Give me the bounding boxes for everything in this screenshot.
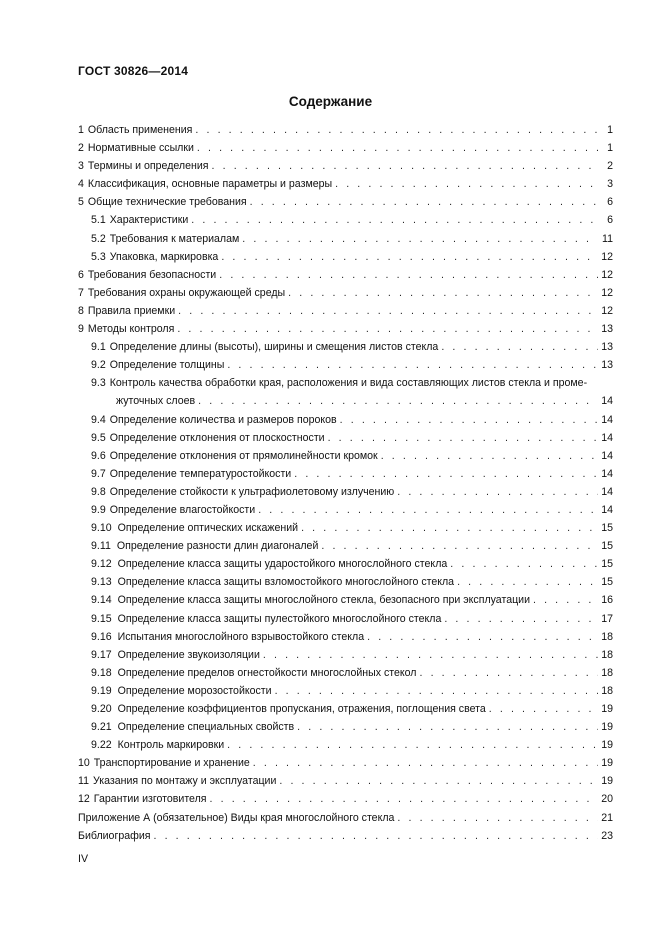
toc-entry-number: 9.6 [91,449,106,462]
toc-entry[interactable] [78,519,613,537]
toc-entry-number: 9.4 [91,413,106,426]
toc-leader-dots [198,392,598,410]
toc-entry-page: 12 [601,250,613,263]
toc-entry-number: 1 [78,124,84,136]
toc-entry-page: 19 [601,775,613,788]
toc-entry-page: 13 [601,359,613,372]
toc-entry-page: 18 [601,684,613,697]
toc-leader-dots [258,501,598,519]
toc-entry-page: 15 [601,522,613,535]
toc-entry-number: 9.19 [91,684,112,697]
toc-leader-dots [297,718,598,736]
toc-entry-title: Определение разности длин диагоналей [116,540,319,553]
toc-entry[interactable] [78,646,613,664]
toc-entry-number: 9.14 [91,594,112,607]
toc-entry-title: Область применения [87,124,193,136]
toc-entry-number: 2 [78,142,84,155]
toc-entry[interactable] [78,465,613,483]
toc-entry-page: 18 [601,648,613,661]
toc-entry-page: 12 [601,304,613,317]
toc-leader-dots [221,248,598,266]
toc-leader-dots [457,573,598,591]
toc-entry[interactable] [78,121,613,139]
toc-entry-page: 14 [601,485,613,498]
toc-entry-title: Определение количества и размеров пороков [109,413,337,426]
toc-entry-number: 9.13 [91,576,112,589]
toc-entry-title: Библиография [78,829,151,842]
toc-entry-page: 6 [607,196,613,209]
toc-entry-page: 14 [601,413,613,426]
toc-entry-page: 1 [607,124,613,136]
toc-entry-number: 3 [78,160,84,173]
toc-entry-number: 9.17 [91,648,112,661]
toc-entry-number: 9 [78,323,84,336]
toc-leader-dots [153,827,598,845]
toc-entry-page: 21 [601,811,613,824]
toc-entry-title: Определение класса защиты ударостойкого многослойного стекла [117,558,448,571]
toc-entry[interactable] [78,573,613,591]
toc-entry-title: Правила приемки [87,304,176,317]
toc-leader-dots [219,266,598,284]
toc-entry-number: 9.2 [91,359,106,372]
toc-entry-page: 14 [601,503,613,516]
document-code: ГОСТ 30826—2014 [78,64,189,78]
toc-entry-page: 3 [607,178,613,191]
toc-entry-title: Определение класса защиты пулестойкого многослойного стекла [117,612,442,625]
toc-leader-dots [294,465,598,483]
toc-entry-number: 9.1 [91,341,106,354]
toc-entry-page: 13 [601,323,613,336]
toc-leader-dots [195,121,598,139]
toc-leader-dots [250,193,598,211]
toc-entry-title: Упаковка, маркировка [109,250,219,263]
toc-entry[interactable] [78,772,613,790]
toc-leader-dots [321,537,598,555]
toc-entry-page: 12 [601,268,613,281]
toc-entry-number: 9.16 [91,630,112,643]
toc-entry-number: 9.21 [91,721,112,734]
toc-entry-page: 18 [601,666,613,679]
toc-entry[interactable] [78,754,613,772]
toc-entry-page: 23 [601,829,613,842]
toc-entry[interactable] [78,555,613,573]
toc-entry-page: 1 [607,142,613,155]
toc-leader-dots [381,447,598,465]
toc-entry[interactable] [78,700,613,718]
toc-entry[interactable] [78,483,613,501]
toc-leader-dots [397,483,598,501]
toc-entry-title: Определение толщины [109,359,225,372]
toc-entry-number: 9.22 [91,739,112,752]
toc-entry-number: 9.3 [91,377,106,390]
toc-entry[interactable] [78,374,613,410]
toc-entry-number: 5 [78,196,84,209]
toc-entry-title: Классификация, основные параметры и размеры [87,178,333,191]
toc-entry[interactable] [78,248,613,266]
toc-entry-title: Термины и определения [87,160,209,173]
toc-leader-dots [263,646,598,664]
toc-entry-title: Контроль маркировки [117,739,225,752]
toc-leader-dots [441,338,598,356]
toc-entry[interactable] [78,682,613,700]
toc-entry-page: 14 [601,449,613,462]
toc-leader-dots [328,429,598,447]
toc-entry[interactable] [78,411,613,429]
toc-entry-title: Определение длины (высоты), ширины и смещения листов стекла [109,341,439,354]
toc-entry-title: Определение отклонения от прямолинейности кромок [109,449,378,462]
toc-entry-number: 7 [78,286,84,299]
toc-entry-title: Определение морозостойкости [117,684,272,697]
toc-entry[interactable] [78,718,613,736]
toc-entry-title: Указания по монтажу и эксплуатации [93,775,277,788]
toc-entry-number: 10 [78,757,90,770]
toc-leader-dots [210,790,598,808]
toc-entry[interactable] [78,139,613,157]
toc-entry[interactable] [78,501,613,519]
toc-leader-dots [177,320,598,338]
toc-leader-dots [444,610,598,628]
toc-leader-dots [279,772,598,790]
toc-entry-title: Определение специальных свойств [117,721,295,734]
toc-entry-title: Транспортирование и хранение [93,757,250,770]
toc-entry-number: 11 [78,775,89,788]
toc-entry[interactable] [78,790,613,808]
toc-entry-number: 9.7 [91,467,106,480]
toc-leader-dots [227,736,598,754]
toc-entry-line [91,374,613,392]
toc-entry-page: 14 [601,431,613,444]
toc-entry-title: Определение оптических искажений [117,522,299,535]
toc-leader-dots [340,411,598,429]
toc-entry[interactable] [78,591,613,609]
toc-leader-dots [420,664,599,682]
toc-entry-page: 15 [601,576,613,589]
toc-leader-dots [253,754,598,772]
toc-entry-title: Общие технические требования [87,196,247,209]
toc-entry-title: Определение класса защиты многослойного стекла, безопасного при эксплуатации [117,594,530,607]
toc-entry-number: 5.1 [91,214,106,227]
toc-entry[interactable] [78,302,613,320]
toc-leader-dots [197,139,598,157]
toc-leader-dots [533,591,598,609]
toc-entry-page: 19 [601,739,613,752]
toc-entry-title: Определение пределов огнестойкости многослойных стекол [117,666,417,679]
toc-entry-title: Определение отклонения от плоскостности [109,431,325,444]
toc-entry-page: 15 [601,540,613,553]
toc-entry-page: 6 [607,214,613,227]
toc-entry-number: 6 [78,268,84,281]
toc-leader-dots [227,356,598,374]
toc-entry[interactable] [78,610,613,628]
toc-entry[interactable] [78,157,613,175]
toc-leader-dots [367,628,598,646]
toc-entry-line [91,392,613,410]
toc-entry-page: 16 [601,594,613,607]
toc-entry-page: 19 [601,703,613,715]
page-title: Содержание [288,94,373,109]
toc-entry-number: 9.18 [91,666,112,679]
toc-leader-dots [242,230,598,248]
toc-leader-dots [178,302,598,320]
toc-entry-number: 5.2 [91,232,106,245]
toc-leader-dots [489,700,598,718]
toc-entry-number: 12 [78,793,90,806]
toc-entry-title: Определение стойкости к ультрафиолетовому излучению [109,485,395,498]
toc-entry-title: Испытания многослойного взрывостойкого стекла [117,630,365,643]
toc-entry[interactable] [78,175,613,193]
toc-entry-number: 9.9 [91,503,106,516]
toc-entry[interactable] [78,193,613,211]
toc-entry-title: Приложение А (обязательное) Виды края многослойного стекла [78,811,395,824]
toc-entry-page: 13 [601,341,613,354]
toc-entry-title: Нормативные ссылки [87,142,194,155]
toc-entry[interactable] [78,429,613,447]
toc-entry[interactable] [78,447,613,465]
toc-entry-title: Определение коэффициентов пропускания, отражения, поглощения света [117,703,486,715]
toc-leader-dots [335,175,598,193]
toc-entry-page: 18 [601,630,613,643]
toc-entry[interactable] [78,338,613,356]
toc-entry-number: 9.12 [91,558,112,571]
toc-entry-title: Требования к материалам [109,232,240,245]
toc-leader-dots [450,555,598,573]
toc-entry-number: 9.5 [91,431,106,444]
toc-entry-title: Требования охраны окружающей среды [87,286,286,299]
toc-entry[interactable] [78,230,613,248]
toc-entry-page: 15 [601,558,613,571]
toc-leader-dots [288,284,598,302]
toc-entry-page: 19 [601,721,613,734]
toc-entry-number: 9.8 [91,485,106,498]
toc-entry-page: 2 [607,160,613,173]
toc-entry-page: 17 [601,612,613,625]
toc-entry-title: Контроль качества обработки края, расположения и вида составляющих листов стекла и проме- [109,377,588,390]
toc-leader-dots [397,809,598,827]
toc-entry[interactable] [78,809,613,827]
toc-entry-number: 5.3 [91,250,106,263]
toc-entry-number: 9.11 [91,540,111,553]
toc-leader-dots [301,519,598,537]
toc-entry-title: Определение звукоизоляции [117,648,260,661]
toc-entry[interactable] [78,211,613,229]
toc-leader-dots [212,157,598,175]
toc-entry-number: 8 [78,304,84,317]
toc-entry-page: 14 [601,467,613,480]
toc-entry-number: 9.20 [91,703,112,715]
toc-entry-page: 11 [602,232,613,245]
toc-entry-title: Требования безопасности [87,268,217,281]
toc-entry-page: 19 [601,757,613,770]
toc-entry[interactable] [78,356,613,374]
toc-entry[interactable] [78,736,613,754]
toc-entry-title: Методы контроля [87,323,175,336]
toc-entry-title: Характеристики [109,214,189,227]
toc-entry-page: 20 [601,793,613,806]
toc-entry-title: Определение класса защиты взломостойкого многослойного стекла [117,576,455,589]
toc-leader-dots [191,211,598,229]
toc-entry[interactable] [78,266,613,284]
page-number: IV [78,853,89,865]
toc-entry-title-continued: жуточных слоев [116,395,196,408]
table-of-contents [78,121,613,845]
toc-entry[interactable] [78,320,613,338]
toc-entry[interactable] [78,628,613,646]
toc-entry[interactable] [78,537,613,555]
toc-entry-number: 4 [78,178,84,191]
toc-entry-title: Определение температуростойкости [109,467,292,480]
toc-entry[interactable] [78,827,613,845]
toc-entry-number: 9.10 [91,522,112,535]
toc-entry[interactable] [78,664,613,682]
toc-entry[interactable] [78,284,613,302]
toc-leader-dots [275,682,598,700]
toc-entry-page: 14 [601,395,613,408]
toc-entry-title: Определение влагостойкости [109,503,256,516]
toc-entry-title: Гарантии изготовителя [93,793,207,806]
toc-entry-number: 9.15 [91,612,112,625]
toc-entry-page: 12 [601,286,613,299]
